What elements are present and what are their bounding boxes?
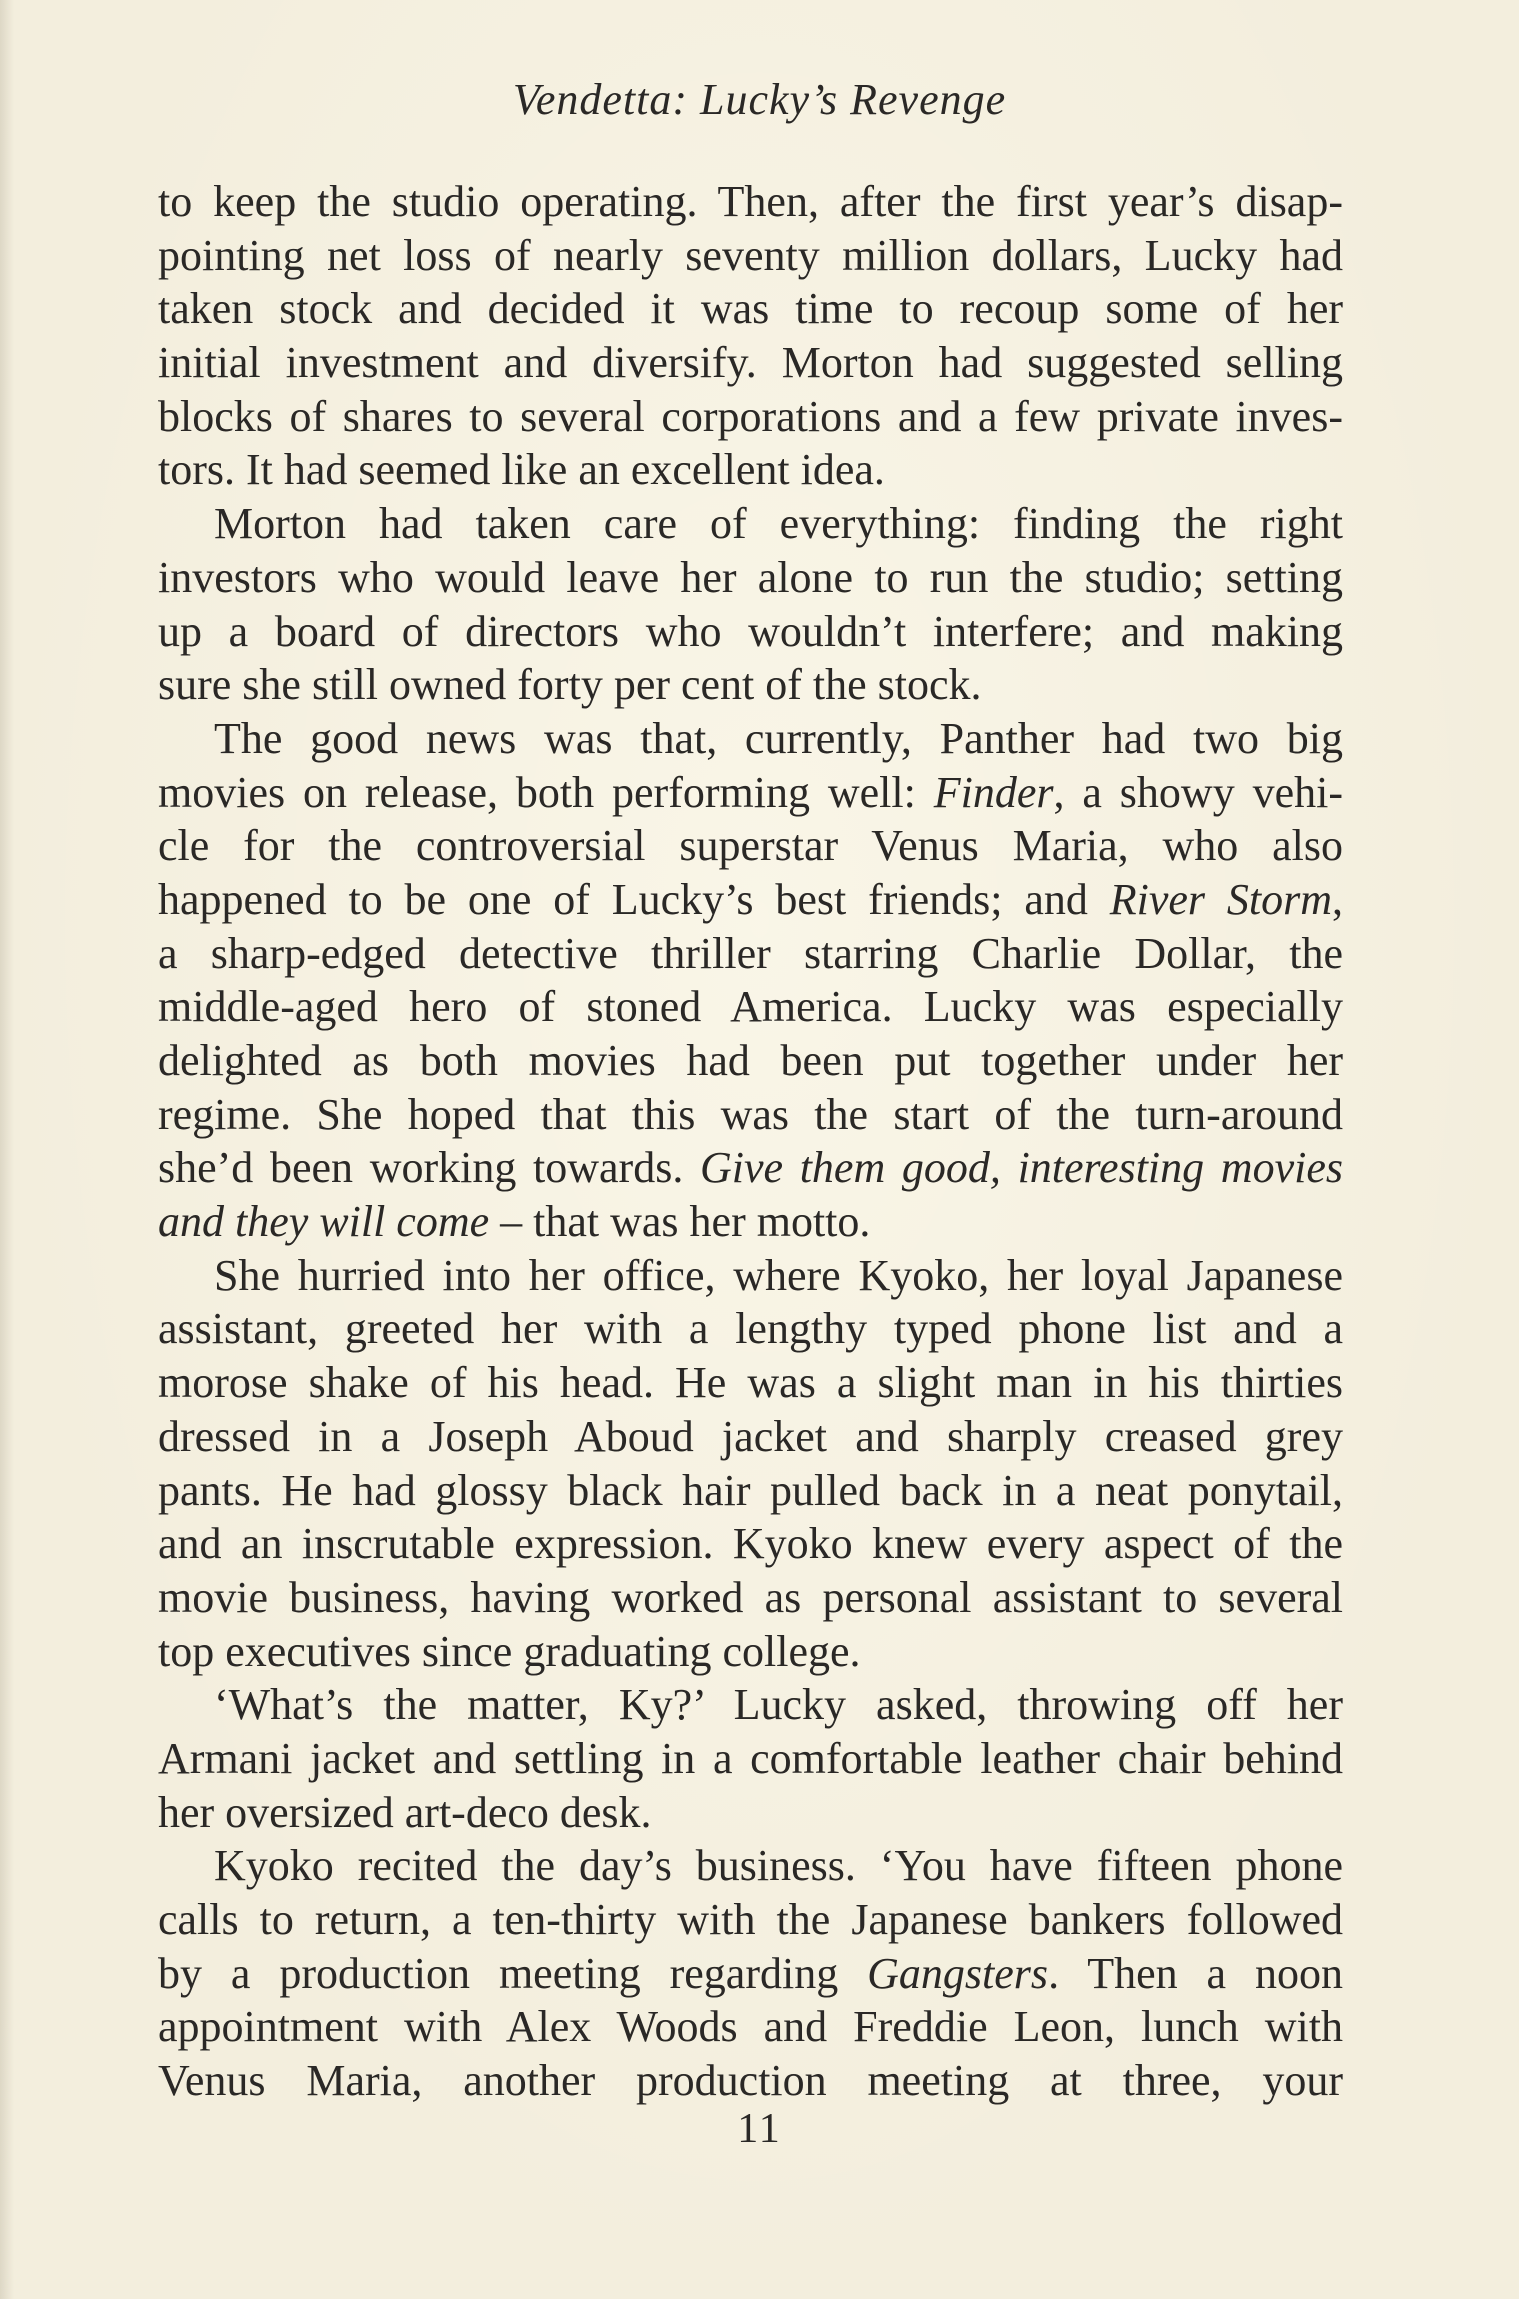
- italic-title: Finder: [933, 767, 1054, 817]
- text-line: she’d been working towards. Give them good, interesting movies: [158, 1143, 1343, 1193]
- text-line: ‘What’s the matter, Ky?’ Lucky asked, throwing off her: [214, 1680, 1343, 1730]
- text-line: and an inscrutable expression. Kyoko knew every aspect of the: [158, 1519, 1343, 1569]
- text-line: cle for the controversial superstar Venus Maria, who also: [158, 821, 1343, 871]
- text-line: sure she still owned forty per cent of the stock.: [158, 660, 982, 710]
- text-line: dressed in a Joseph Aboud jacket and sharply creased grey: [158, 1411, 1343, 1461]
- italic-title: Gangsters: [867, 1948, 1049, 1998]
- text-line: movies on release, both performing well: Finder, a showy vehi-: [158, 767, 1343, 817]
- text-line: calls to return, a ten-thirty with the Japanese bankers followed: [158, 1895, 1343, 1944]
- text-line: by a production meeting regarding Gangsters. Then a noon: [158, 1948, 1344, 1998]
- running-head: Vendetta: Lucky’s Revenge: [512, 75, 1007, 124]
- text-line: top executives since graduating college.: [158, 1626, 861, 1676]
- paragraph: [158, 175, 1343, 497]
- italic-title: River Storm: [1109, 874, 1333, 924]
- text-line: her oversized art-deco desk.: [158, 1787, 652, 1837]
- text-line: and they will come – that was her motto.: [158, 1197, 871, 1247]
- text-line: regime. She hoped that this was the start of the turn-around: [158, 1089, 1343, 1139]
- text-line: investors who would leave her alone to run the studio; setting: [158, 552, 1343, 602]
- text-line: She hurried into her office, where Kyoko, her loyal Japanese: [214, 1250, 1343, 1300]
- text-line: blocks of shares to several corporations and a few private inves-: [158, 391, 1343, 441]
- text-line: taken stock and decided it was time to recoup some of her: [158, 284, 1343, 334]
- text-line: tors. It had seemed like an excellent idea.: [158, 445, 885, 495]
- text-line: pants. He had glossy black hair pulled back in a neat ponytail,: [158, 1465, 1343, 1515]
- body-text: [158, 175, 1343, 2108]
- paragraph: [158, 1839, 1343, 2107]
- paragraph: [158, 497, 1343, 712]
- paragraph: [158, 1678, 1343, 1839]
- text-line: up a board of directors who wouldn’t interfere; and making: [158, 606, 1343, 656]
- italic-title: and they will come: [158, 1197, 490, 1247]
- text-line: a sharp-edged detective thriller starring Charlie Dollar, the: [158, 928, 1343, 978]
- text-line: morose shake of his head. He was a slight man in his thirties: [158, 1358, 1343, 1408]
- text-line: to keep the studio operating. Then, after the first year’s disap-: [158, 177, 1343, 226]
- text-line: appointment with Alex Woods and Freddie Leon, lunch with: [158, 2002, 1343, 2052]
- paragraph: [158, 1249, 1343, 1679]
- text-line: middle-aged hero of stoned America. Lucky was especially: [158, 982, 1343, 1032]
- page-number: 11: [737, 2106, 782, 2152]
- text-line: delighted as both movies had been put together under her: [158, 1036, 1343, 1085]
- paragraph: [158, 712, 1343, 1249]
- text-line: Kyoko recited the day’s business. ‘You have fifteen phone: [214, 1841, 1343, 1891]
- text-line: Armani jacket and settling in a comfortable leather chair behind: [158, 1733, 1343, 1783]
- italic-title: Give them good, interesting movies: [699, 1143, 1343, 1193]
- text-line: happened to be one of Lucky’s best friends; and River Storm,: [158, 874, 1344, 924]
- text-line: Morton had taken care of everything: finding the right: [214, 499, 1343, 549]
- text-line: movie business, having worked as personal assistant to several: [158, 1572, 1343, 1622]
- text-line: The good news was that, currently, Panther had two big: [214, 713, 1343, 763]
- page-gutter-shadow: [0, 0, 14, 2299]
- text-line: pointing net loss of nearly seventy million dollars, Lucky had: [158, 230, 1343, 280]
- text-line: Venus Maria, another production meeting at three, your: [158, 2056, 1343, 2106]
- text-line: initial investment and diversify. Morton had suggested selling: [158, 338, 1343, 388]
- text-line: assistant, greeted her with a lengthy typed phone list and a: [158, 1304, 1343, 1354]
